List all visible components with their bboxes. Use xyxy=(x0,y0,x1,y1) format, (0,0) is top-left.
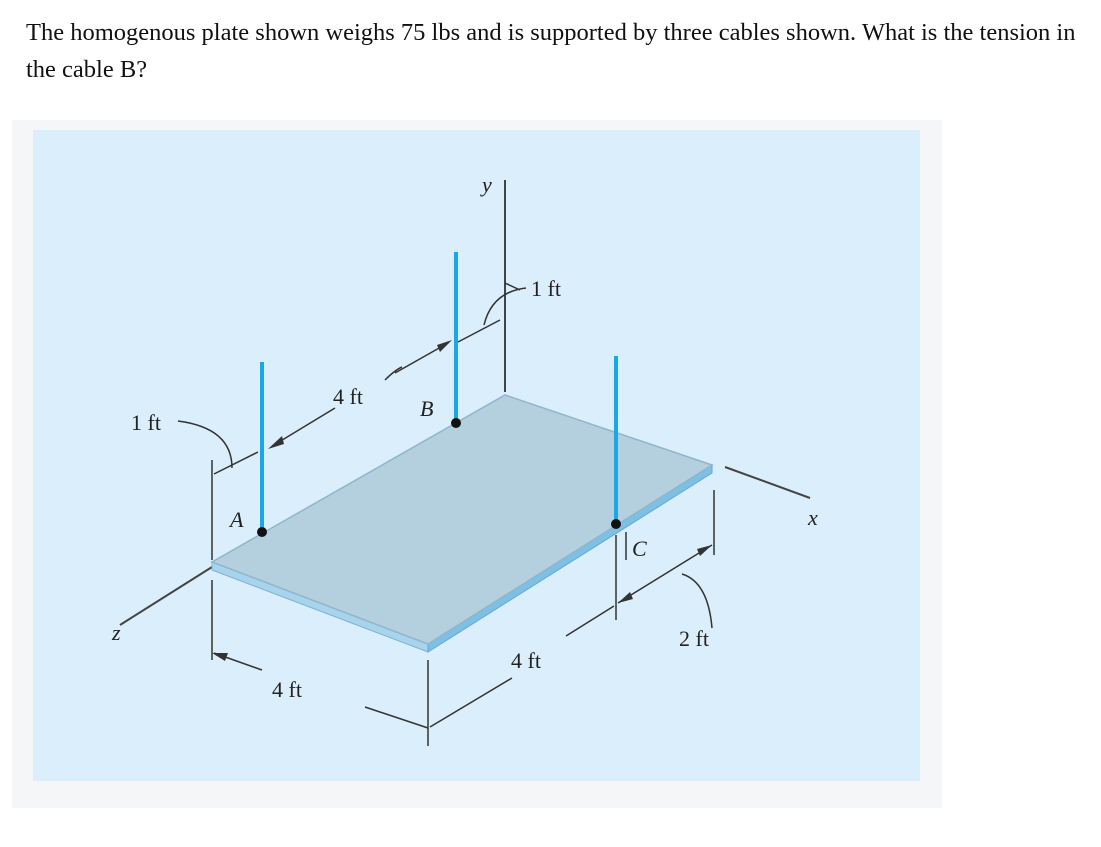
dimension-line-plate-length xyxy=(430,678,512,727)
x-axis xyxy=(725,467,810,498)
question-text: The homogenous plate shown weighs 75 lbs and is supported by three cables shown. What is the tension in the cable B? xyxy=(26,19,1076,83)
dimension-tick-b xyxy=(505,283,520,290)
dimension-line-a-to-b xyxy=(274,408,335,445)
leader-c-offset xyxy=(682,574,712,628)
axis-label-x: x xyxy=(808,505,818,530)
arrowhead xyxy=(268,436,284,449)
dimension-label-c-offset: 2 ft xyxy=(679,626,709,651)
dimension-label-plate-width: 4 ft xyxy=(272,677,302,702)
point-b-marker xyxy=(451,418,461,428)
dimension-line-a-offset xyxy=(214,452,258,474)
arrowhead xyxy=(212,653,228,661)
arrowhead xyxy=(437,340,452,352)
arrowhead xyxy=(618,592,633,603)
axis-label-z: z xyxy=(112,620,121,645)
point-c-marker xyxy=(611,519,621,529)
dimension-line-plate-length-2 xyxy=(566,606,614,636)
point-label-a: A xyxy=(230,507,244,532)
leader-a-to-b xyxy=(385,367,402,380)
dimension-label-a-offset: 1 ft xyxy=(131,410,161,435)
dimension-line-b-offset xyxy=(458,320,500,342)
z-axis xyxy=(120,567,212,625)
axis-label-y: y xyxy=(482,172,492,197)
point-a-marker xyxy=(257,527,267,537)
leader-a-offset xyxy=(178,421,232,468)
point-label-b: B xyxy=(420,396,434,421)
dimension-line-plate-width-2 xyxy=(365,707,428,728)
dimension-label-b-offset: 1 ft xyxy=(531,276,561,301)
point-label-c: C xyxy=(632,536,647,561)
dimension-label-a-to-b: 4 ft xyxy=(333,384,363,409)
dimension-label-plate-length: 4 ft xyxy=(511,648,541,673)
arrowhead xyxy=(697,545,712,556)
